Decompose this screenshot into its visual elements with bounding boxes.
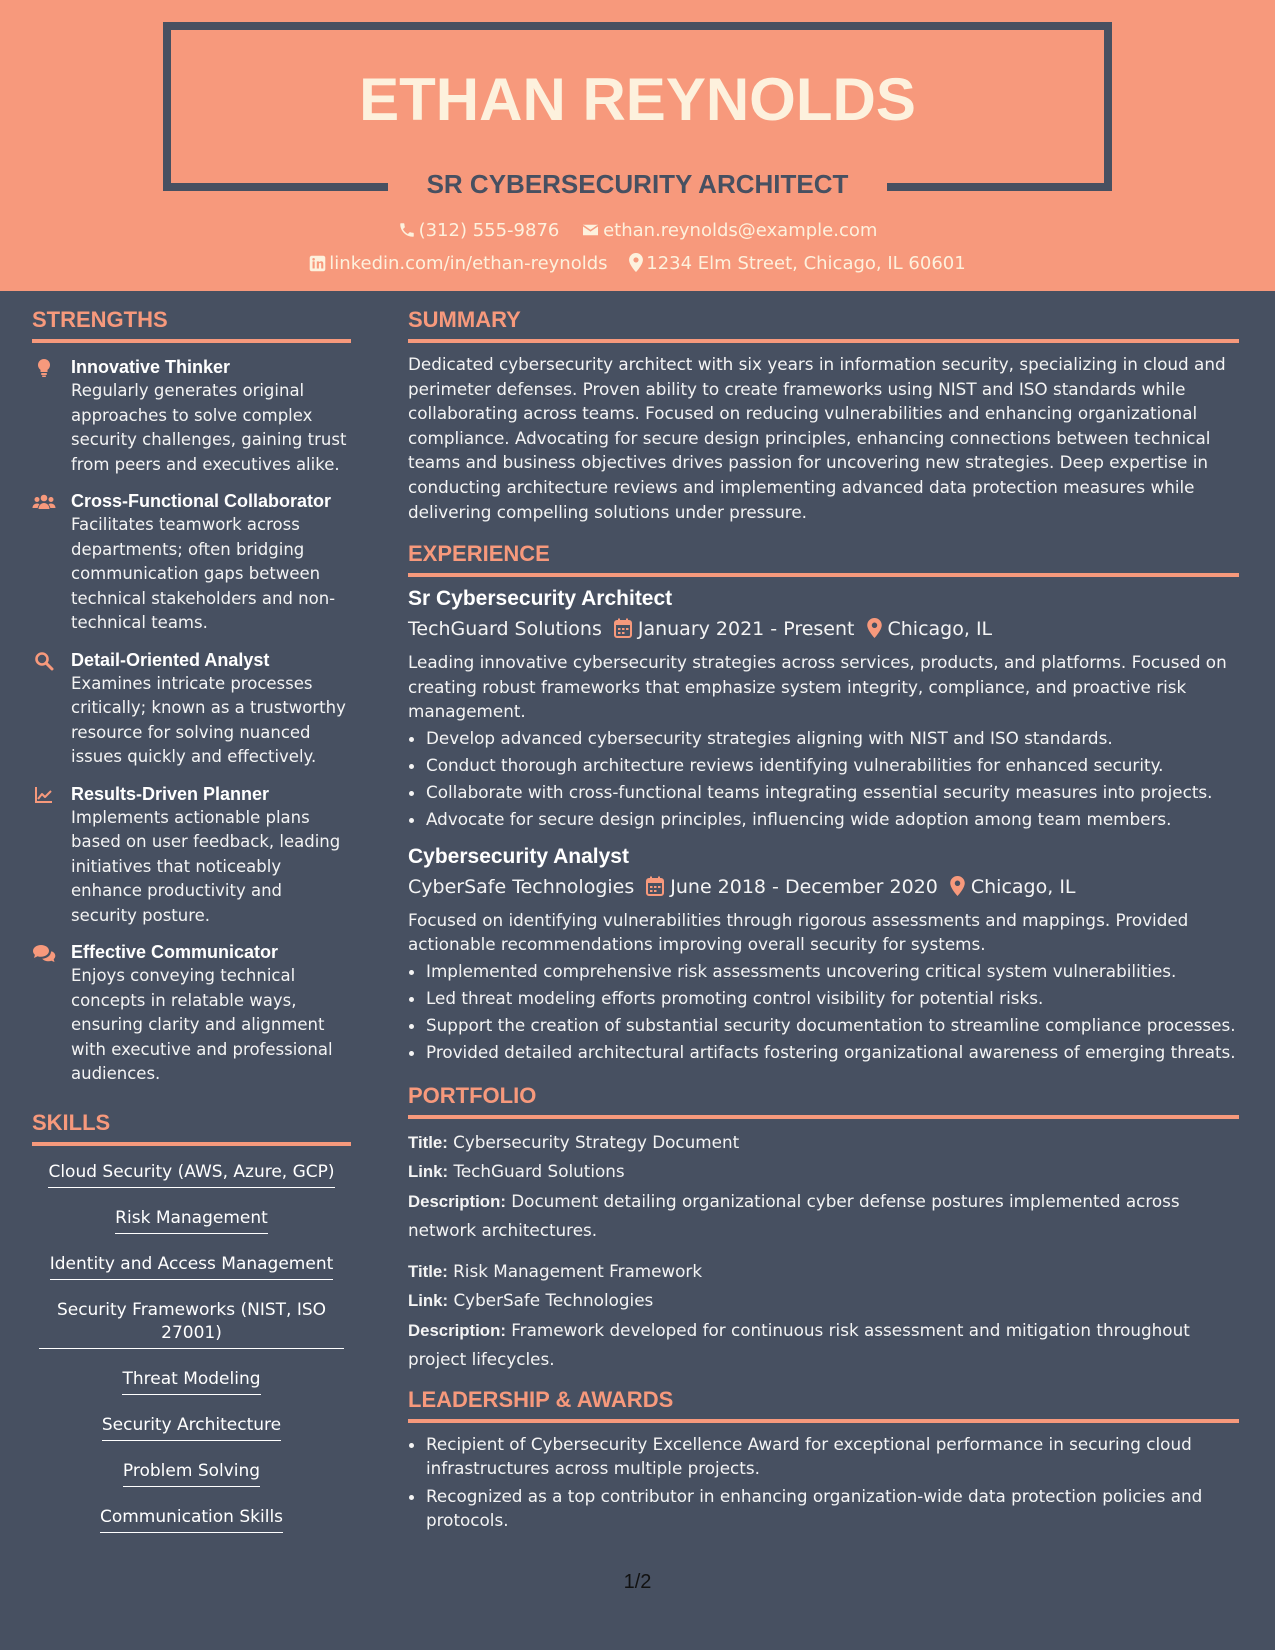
strength-description: Examines intricate processes critically; known as a trustworthy resource for solving nuanced issues quickly and effectively.: [71, 673, 346, 766]
portfolio-title: Cybersecurity Strategy Document: [453, 1131, 740, 1152]
portfolio-title-label: Title:: [408, 1132, 448, 1152]
awards-list: [408, 1432, 1239, 1533]
comments-icon: [32, 943, 56, 963]
strength-description: Implements actionable plans based on user feedback, leading initiatives that noticeably enhance productivity and security posture.: [71, 807, 341, 925]
awards-heading: LEADERSHIP & AWARDS: [408, 1386, 1239, 1423]
portfolio-list: [408, 1128, 1239, 1374]
job-bullets: [408, 958, 1239, 1066]
portfolio-description: Framework developed for continuous risk assessment and mitigation throughout project lifecycles.: [408, 1319, 1190, 1370]
job-company: CyberSafe Technologies: [408, 875, 635, 898]
resume-header: [0, 0, 1275, 291]
job-description: Leading innovative cybersecurity strategies across services, products, and platforms. Focused on creating robust frameworks that emphasize system integrity, compliance, and proactive risk management.: [408, 652, 1227, 722]
strength-name: Detail-Oriented Analyst: [71, 649, 270, 670]
portfolio-link[interactable]: TechGuard Solutions: [453, 1161, 625, 1182]
phone-contact[interactable]: [398, 219, 560, 243]
portfolio-desc-label: Description:: [408, 1320, 506, 1340]
skills-list: [32, 1161, 351, 1552]
strength-name: Cross-Functional Collaborator: [71, 491, 332, 511]
page-number: 1/2: [623, 1571, 652, 1593]
job-position: Sr Cybersecurity Architect: [408, 587, 673, 611]
map-marker-icon: [867, 618, 882, 638]
portfolio-item: [408, 1128, 1239, 1245]
strength-item: [32, 940, 351, 1087]
strength-description: Facilitates teamwork across departments; often bridging communication gaps between technical stakeholders and non-technical teams.: [71, 515, 336, 632]
job-bullet: • Advocate for secure design principles, influencing wide adoption among team members.: [426, 806, 1239, 833]
job-title: SR CYBERSECURITY ARCHITECT: [426, 169, 849, 199]
street-address: 1234 Elm Street, Chicago, IL 60601: [646, 253, 966, 274]
linkedin-url: linkedin.com/in/ethan-reynolds: [329, 253, 608, 274]
job-position: Cybersecurity Analyst: [408, 844, 629, 868]
phone-icon: [398, 221, 416, 239]
job-bullet: • Support the creation of substantial security documentation to streamline compliance processes.: [426, 1012, 1239, 1039]
award-item: • Recognized as a top contributor in enhancing organization-wide data protection policies and protocols.: [426, 1484, 1239, 1533]
envelope-icon: [581, 221, 600, 239]
users-icon: [32, 492, 56, 512]
calendar-icon: [614, 618, 632, 638]
skill-item: Problem Solving: [123, 1460, 260, 1487]
calendar-icon: [646, 876, 664, 896]
portfolio-title-label: Title:: [408, 1261, 448, 1281]
skills-heading: SKILLS: [32, 1109, 351, 1146]
skill-item: Identity and Access Management: [50, 1253, 334, 1280]
portfolio-link-label: Link:: [408, 1162, 449, 1182]
skill-item: Risk Management: [115, 1207, 268, 1234]
strength-name: Effective Communicator: [71, 942, 279, 962]
linkedin-icon: [309, 255, 326, 272]
job-bullet: • Provided detailed architectural artifacts fostering organizational awareness of emerging threats.: [426, 1039, 1239, 1066]
portfolio-desc-label: Description:: [408, 1191, 506, 1211]
candidate-name: ETHAN REYNOLDS: [359, 66, 916, 133]
lightbulb-icon: [34, 358, 54, 378]
strengths-heading: STRENGTHS: [32, 306, 351, 343]
skill-item: Cloud Security (AWS, Azure, GCP): [48, 1161, 334, 1188]
job-bullet: • Develop advanced cybersecurity strategies aligning with NIST and ISO standards.: [426, 725, 1239, 752]
skill-item: Communication Skills: [100, 1506, 283, 1533]
strength-description: Regularly generates original approaches to solve complex security challenges, gaining trust from peers and executives alike.: [71, 381, 347, 474]
portfolio-item: [408, 1257, 1239, 1374]
strength-item: [32, 648, 351, 770]
portfolio-description: Document detailing organizational cyber defense postures implemented across network architectures.: [408, 1190, 1180, 1241]
job-dates: January 2021 - Present: [637, 618, 855, 641]
portfolio-title: Risk Management Framework: [453, 1260, 703, 1281]
job-dates: June 2018 - December 2020: [670, 875, 938, 898]
job-bullets: [408, 725, 1239, 833]
chart-line-icon: [34, 785, 54, 805]
job-entry: [408, 843, 1239, 1066]
job-entry: [408, 585, 1239, 833]
portfolio-heading: PORTFOLIO: [408, 1082, 1239, 1119]
left-column: [32, 306, 351, 1552]
strength-item: [32, 782, 351, 929]
email-address: ethan.reynolds@example.com: [603, 220, 878, 241]
address-contact: [629, 252, 965, 276]
job-company: TechGuard Solutions: [408, 618, 602, 641]
summary-text: Dedicated cybersecurity architect with six years in information security, specializing in cloud and perimeter defenses. Proven ability to create frameworks using NIST and ISO standards while collaborating across teams. Focused on reducing vulnerabilities and enhancing organizational compliance. Advocating for secure design principles, enhancing connections between technical teams and business objectives drives passion for uncovering new strategies. Deep expertise in conducting architecture reviews and implementing advanced data protection measures while delivering compelling solutions under pressure.: [408, 354, 1226, 522]
job-bullet: • Implemented comprehensive risk assessments uncovering critical system vulnerabilities.: [426, 958, 1239, 985]
strength-item: [32, 355, 351, 477]
email-contact[interactable]: [581, 219, 877, 243]
job-bullet: • Conduct thorough architecture reviews identifying vulnerabilities for enhanced security.: [426, 752, 1239, 779]
strength-name: Innovative Thinker: [71, 357, 231, 377]
job-location: Chicago, IL: [970, 875, 1076, 898]
award-item: • Recipient of Cybersecurity Excellence Award for exceptional performance in securing cloud infrastructures across multiple projects.: [426, 1432, 1239, 1481]
job-meta: [408, 615, 1239, 643]
linkedin-contact[interactable]: [309, 252, 607, 276]
skill-item: Security Frameworks (NIST, ISO 27001): [39, 1299, 344, 1349]
phone-number: (312) 555-9876: [418, 220, 560, 241]
job-location: Chicago, IL: [887, 618, 993, 641]
experience-heading: EXPERIENCE: [408, 540, 1239, 577]
right-column: [408, 306, 1239, 1536]
job-bullet: • Collaborate with cross-functional teams integrating essential security measures into projects.: [426, 779, 1239, 806]
skill-item: Threat Modeling: [122, 1368, 260, 1395]
job-bullet: • Led threat modeling efforts promoting control visibility for potential risks.: [426, 985, 1239, 1012]
skill-item: Security Architecture: [102, 1414, 281, 1441]
summary-heading: SUMMARY: [408, 306, 1239, 343]
search-icon: [34, 651, 54, 671]
job-description: Focused on identifying vulnerabilities through rigorous assessments and mappings. Provided actionable recommendations improving overall security for systems.: [408, 909, 1189, 955]
contact-row-2: [0, 252, 1275, 276]
strength-name: Results-Driven Planner: [71, 783, 270, 804]
portfolio-link-label: Link:: [408, 1291, 449, 1311]
map-marker-icon: [629, 253, 643, 272]
strength-description: Enjoys conveying technical concepts in relatable ways, ensuring clarity and alignment with executive and professional audiences.: [71, 966, 333, 1083]
portfolio-link[interactable]: CyberSafe Technologies: [453, 1290, 654, 1311]
job-meta: [408, 873, 1239, 901]
contact-row-1: [0, 219, 1275, 243]
map-marker-icon: [950, 876, 965, 896]
strength-item: [32, 489, 351, 636]
